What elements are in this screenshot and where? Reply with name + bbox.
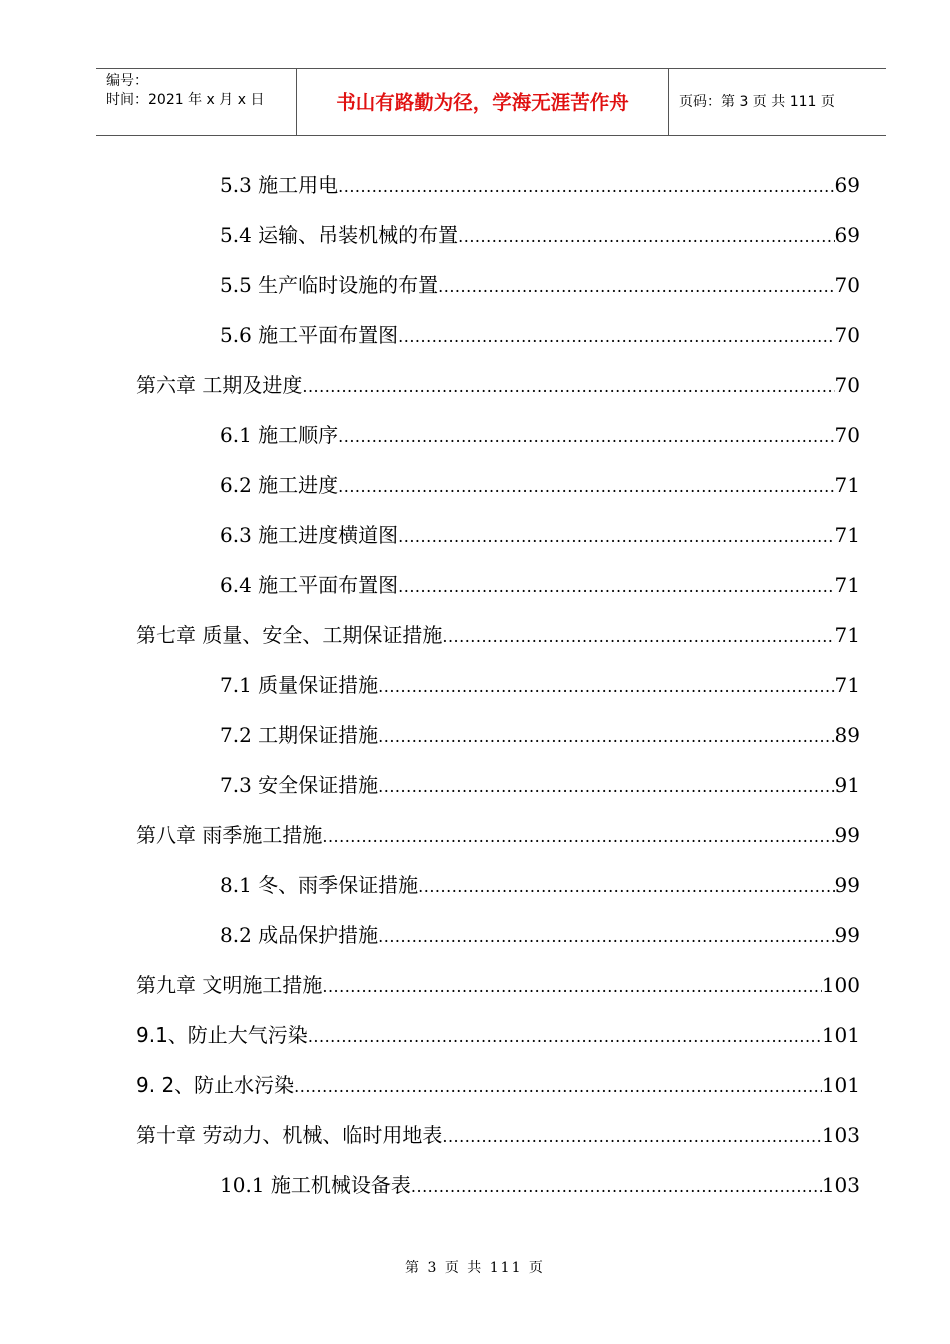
toc-entry[interactable] bbox=[220, 670, 860, 700]
toc-entry-page: 89 bbox=[834, 723, 860, 747]
toc-entry-title: 5.6 施工平面布置图 bbox=[220, 323, 399, 347]
toc-leader bbox=[378, 772, 834, 802]
toc-leader bbox=[338, 422, 834, 452]
toc-leader bbox=[378, 922, 834, 952]
toc-entry-title: 7.3 安全保证措施 bbox=[220, 773, 379, 797]
toc-entry-page: 103 bbox=[821, 1173, 860, 1197]
toc-entry-page: 70 bbox=[834, 373, 860, 397]
toc-entry[interactable] bbox=[220, 520, 860, 550]
toc-chapter-title: 第九章 文明施工措施 bbox=[136, 973, 323, 997]
toc-entry-title: 8.2 成品保护措施 bbox=[220, 923, 379, 947]
toc-leader bbox=[418, 872, 834, 902]
toc-chapter-title: 第七章 质量、安全、工期保证措施 bbox=[136, 623, 443, 647]
toc-entry-page: 70 bbox=[834, 273, 860, 297]
toc-entry-page: 99 bbox=[834, 923, 860, 947]
toc-entry-title: 6.2 施工进度 bbox=[220, 473, 339, 497]
toc-entry-page: 69 bbox=[834, 223, 860, 247]
toc-entry-page: 99 bbox=[834, 823, 860, 847]
toc-entry-title: 10.1 施工机械设备表 bbox=[220, 1173, 411, 1197]
toc-chapter-title: 第八章 雨季施工措施 bbox=[136, 823, 323, 847]
toc-leader bbox=[398, 572, 834, 602]
document-time-label: 时间：2021 年 x 月 x 日 bbox=[106, 92, 265, 108]
toc-leader bbox=[438, 272, 834, 302]
toc-chapter-entry[interactable] bbox=[136, 820, 860, 850]
document-number-label: 编号： bbox=[106, 73, 148, 89]
toc-leader bbox=[294, 1072, 822, 1102]
toc-chapter-entry[interactable] bbox=[136, 370, 860, 400]
toc-entry-page: 71 bbox=[834, 623, 860, 647]
toc-leader bbox=[322, 822, 834, 852]
toc-entry[interactable] bbox=[136, 1020, 860, 1050]
toc-leader bbox=[411, 1172, 822, 1202]
toc-entry-title: 7.1 质量保证措施 bbox=[220, 673, 379, 697]
toc-entry-page: 71 bbox=[834, 473, 860, 497]
toc-leader bbox=[338, 172, 834, 202]
toc-entry-page: 91 bbox=[834, 773, 860, 797]
toc-leader bbox=[302, 372, 834, 402]
toc-entry[interactable] bbox=[220, 170, 860, 200]
toc-entry[interactable] bbox=[220, 570, 860, 600]
toc-entry[interactable] bbox=[220, 1170, 860, 1200]
toc-entry[interactable] bbox=[220, 720, 860, 750]
toc-entry-page: 101 bbox=[821, 1023, 860, 1047]
toc-entry-page: 71 bbox=[834, 523, 860, 547]
toc-entry-title: 5.5 生产临时设施的布置 bbox=[220, 273, 439, 297]
toc-entry[interactable] bbox=[220, 220, 860, 250]
toc-entry[interactable] bbox=[220, 420, 860, 450]
toc-leader bbox=[322, 972, 821, 1002]
toc-chapter-entry[interactable] bbox=[136, 620, 860, 650]
toc-entry[interactable] bbox=[220, 870, 860, 900]
toc-chapter-entry[interactable] bbox=[136, 970, 860, 1000]
toc-entry-page: 101 bbox=[821, 1073, 860, 1097]
toc-entry-title: 5.4 运输、吊装机械的布置 bbox=[220, 223, 459, 247]
toc-entry[interactable] bbox=[220, 770, 860, 800]
toc-entry-title: 8.1 冬、雨季保证措施 bbox=[220, 873, 419, 897]
toc-entry[interactable] bbox=[136, 1070, 860, 1100]
toc-entry[interactable] bbox=[220, 920, 860, 950]
toc-entry-page: 70 bbox=[834, 323, 860, 347]
toc-leader bbox=[442, 1122, 821, 1152]
page-footer: 第 3 页 共 111 页 bbox=[405, 1260, 545, 1276]
toc-chapter-title: 第六章 工期及进度 bbox=[136, 373, 303, 397]
toc-leader bbox=[458, 222, 834, 252]
toc-entry-title: 9.1、防止大气污染 bbox=[136, 1023, 308, 1047]
toc-entry-title: 7.2 工期保证措施 bbox=[220, 723, 379, 747]
toc-entry-page: 71 bbox=[834, 673, 860, 697]
toc-leader bbox=[378, 722, 834, 752]
toc-entry[interactable] bbox=[220, 470, 860, 500]
toc-leader bbox=[442, 622, 834, 652]
toc-entry-title: 9. 2、防止水污染 bbox=[136, 1073, 295, 1097]
toc-entry-title: 6.1 施工顺序 bbox=[220, 423, 339, 447]
toc-chapter-title: 第十章 劳动力、机械、临时用地表 bbox=[136, 1123, 443, 1147]
toc-entry-page: 99 bbox=[834, 873, 860, 897]
toc-entry[interactable] bbox=[220, 270, 860, 300]
header-page-label: 页码：第 3 页 共 111 页 bbox=[679, 94, 835, 110]
toc-entry-title: 5.3 施工用电 bbox=[220, 173, 339, 197]
toc-entry-page: 100 bbox=[821, 973, 860, 997]
toc-entry[interactable] bbox=[220, 320, 860, 350]
toc-leader bbox=[398, 322, 834, 352]
toc-chapter-entry[interactable] bbox=[136, 1120, 860, 1150]
header-motto: 书山有路勤为径，学海无涯苦作舟 bbox=[336, 91, 629, 114]
toc-entry-title: 6.3 施工进度横道图 bbox=[220, 523, 399, 547]
toc-entry-page: 71 bbox=[834, 573, 860, 597]
toc-leader bbox=[338, 472, 834, 502]
toc-leader bbox=[378, 672, 834, 702]
toc-entry-page: 103 bbox=[821, 1123, 860, 1147]
toc-leader bbox=[308, 1022, 822, 1052]
toc-entry-page: 70 bbox=[834, 423, 860, 447]
toc-leader bbox=[398, 522, 834, 552]
toc-entry-page: 69 bbox=[834, 173, 860, 197]
toc-entry-title: 6.4 施工平面布置图 bbox=[220, 573, 399, 597]
